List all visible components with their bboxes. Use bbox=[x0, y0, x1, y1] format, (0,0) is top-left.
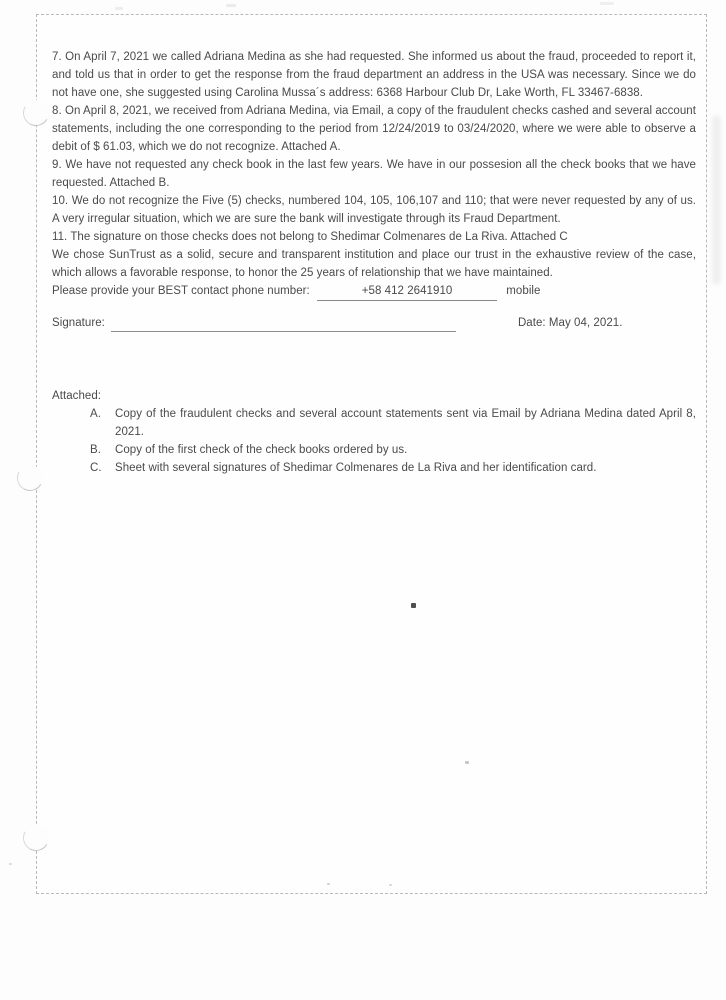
signature-label: Signature: bbox=[52, 317, 105, 329]
attached-item-c-text: Sheet with several signatures of Shedimar Colmenares de La Riva and her identification card. bbox=[115, 462, 597, 474]
signature-line bbox=[111, 317, 456, 332]
attached-item-b-text: Copy of the first check of the check books ordered by us. bbox=[115, 444, 408, 456]
scan-speck bbox=[465, 761, 469, 764]
attached-item-a-text: Copy of the fraudulent checks and several account statements sent via Email by Adriana Medina dated April 8, 2021. bbox=[115, 408, 696, 438]
attached-item-b bbox=[52, 441, 696, 459]
phone-number-field bbox=[317, 282, 497, 301]
scan-speck bbox=[115, 7, 123, 10]
paragraph-7: 7. On April 7, 2021 we called Adriana Medina as she had requested. She informed us about the fraud, proceeded to report it, and told us that in order to get the response from the fraud department an address in the USA was necessary. Since we do not have one, she suggested using Carolina Mussa´s address: 6368 Harbour Club Dr, Lake Worth, FL 33467-6838. bbox=[52, 51, 696, 99]
paragraph-9: 9. We have not requested any check book in the last few years. We have in our possesion all the check books that we have requested. Attached B. bbox=[52, 159, 696, 189]
scan-speck bbox=[389, 884, 392, 886]
paragraph-10: 10. We do not recognize the Five (5) checks, numbered 104, 105, 106,107 and 110; that were never requested by any of us. A very irregular situation, which we are sure the bank will investigate through its Fraud Department. bbox=[52, 195, 696, 225]
scan-edge-shadow bbox=[712, 115, 721, 285]
attached-heading: Attached: bbox=[52, 390, 102, 402]
signature-row bbox=[52, 314, 696, 332]
paragraph-8: 8. On April 8, 2021, we received from Adriana Medina, via Email, a copy of the fraudulent checks cashed and several account statements, including the one corresponding to the period from 12/24/2019 to 03/24/2020, where we were able to observe a debit of $ 61.03, which we do not recognize. Attached A. bbox=[52, 105, 696, 153]
attached-item-b-marker: B. bbox=[90, 444, 101, 456]
attached-item-c-marker: C. bbox=[90, 462, 102, 474]
scan-speck bbox=[327, 883, 330, 885]
scan-speck bbox=[9, 863, 12, 865]
phone-label: Please provide your BEST contact phone number: bbox=[52, 285, 310, 297]
attached-item-a bbox=[52, 405, 696, 441]
phone-suffix-label: mobile bbox=[506, 285, 541, 297]
attached-item-c bbox=[52, 459, 696, 477]
scanned-document-page bbox=[36, 14, 707, 894]
phone-number-value: +58 412 2641910 bbox=[361, 285, 453, 297]
closing-paragraph: We chose SunTrust as a solid, secure and transparent institution and place our trust in the exhaustive review of the case, which allows a favorable response, to honor the 25 years of relationship that we have maintained. bbox=[52, 249, 696, 279]
attached-item-a-marker: A. bbox=[90, 408, 101, 420]
date-label: Date: May 04, 2021. bbox=[517, 317, 623, 329]
scan-speck bbox=[226, 4, 236, 7]
scan-speck bbox=[411, 603, 416, 608]
scan-speck bbox=[600, 2, 614, 5]
paragraph-11: 11. The signature on those checks does not belong to Shedimar Colmenares de La Riva. Attached C bbox=[52, 231, 568, 243]
attached-section bbox=[52, 387, 696, 477]
phone-line bbox=[52, 282, 696, 301]
document-content bbox=[37, 15, 706, 477]
